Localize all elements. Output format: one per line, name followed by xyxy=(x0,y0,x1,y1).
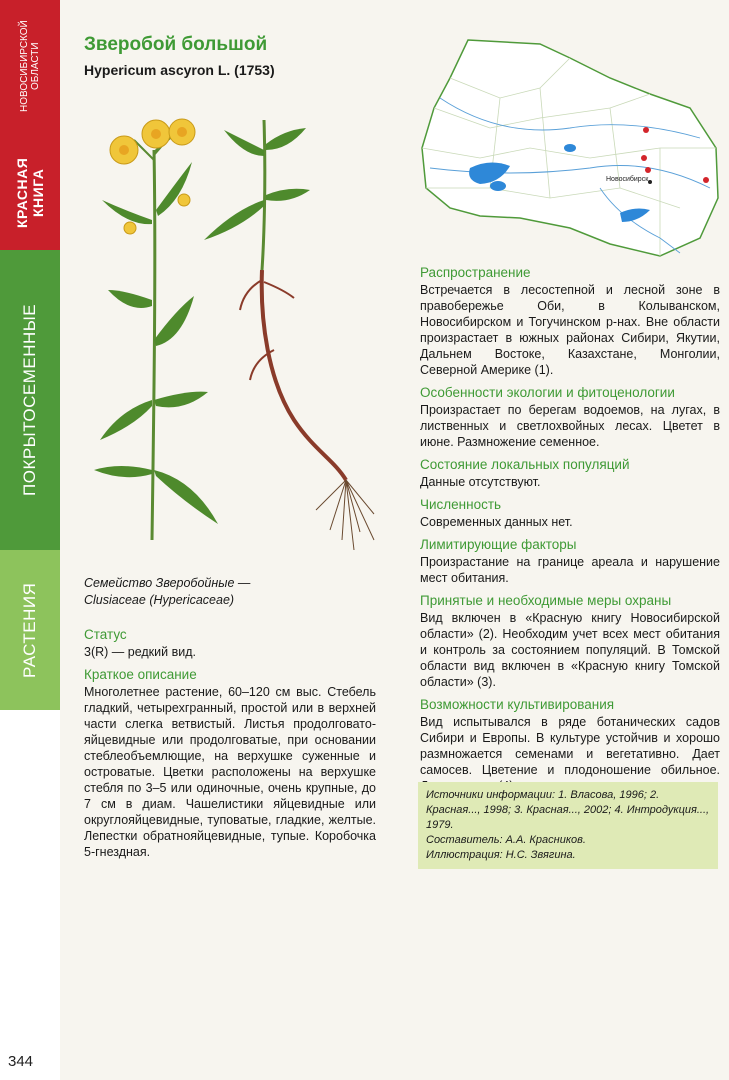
abundance-text: Современных данных нет. xyxy=(420,515,573,529)
distribution-text: Встречается в лесостепной и лесной зоне в правобережье Оби, в Колыванском, Новосибирском и Тогучинском р-нах. Вне области произрастает в южных районах Сибири, Якутии, Дальнем Востоке, Казахстане, Монголии, Северной Америке (1). xyxy=(420,283,720,377)
distribution-heading: Распространение xyxy=(420,265,531,280)
page-number: 344 xyxy=(8,1053,34,1070)
cultivation-text: Вид испытывался в ряде ботанических садов Сибири и Европы. В культуре устойчив и хорошо размножается семенами и вегетативно. Дает самосев. Цветение и плодоношение обильное. xyxy=(420,715,720,777)
populations-heading: Состояние локальных популяций xyxy=(420,457,630,472)
map-city-label: Новосибирск xyxy=(606,176,649,183)
species-title-ru: Зверобой большой xyxy=(84,34,268,55)
ecology-text: Произрастает по берегам водоемов, на лугах, в лиственных и светлохвойных лесах. Цветет в июне. Размножение семенное. xyxy=(420,403,720,449)
left-column xyxy=(84,626,376,866)
limiting-heading: Лимитирующие факторы xyxy=(420,537,577,552)
sidebar xyxy=(0,0,60,1080)
plant-illustration xyxy=(84,100,404,570)
distribution-map xyxy=(420,38,720,260)
protection-heading: Принятые и необходимые меры охраны xyxy=(420,593,672,608)
abundance-heading: Численность xyxy=(420,497,502,512)
description-text: Многолетнее растение, 60–120 см выс. Стебель гладкий, четырехгранный, простой или в верхней части слегка ветвистый. Листья продолговато-яйцевидные или продолговатые, при основании стеблеобъемлющие, на верхушке суженные и островатые. Цветки расположены на верхушке стебля по 3–5 или одиночные, очень крупные, до 7 см в диам. Чашелистики яйцевидные или округлояйцевидные, туповатые, гладкие, желтые. Лепестки обратнояйцевидные, тупые. Коробочка 5-гнездная. xyxy=(84,685,376,859)
book-title: КРАСНАЯ КНИГА xyxy=(14,157,46,229)
family-caption xyxy=(84,575,384,609)
family-line-2: Clusiaceae (Hypericaceae) xyxy=(84,593,235,607)
status-heading: Статус xyxy=(84,627,127,642)
sidebar-section: ПОКРЫТОСЕМЕННЫЕ xyxy=(20,303,39,497)
ecology-heading: Особенности экологии и фитоценологии xyxy=(420,385,675,400)
description-heading: Краткое описание xyxy=(84,667,197,682)
sources-illustration: Иллюстрация: Н.С. Звягина. xyxy=(426,849,576,861)
cultivation-heading: Возможности культивирования xyxy=(420,697,615,712)
sidebar-book-title xyxy=(0,0,60,250)
protection-text: Вид включен в «Красную книгу Новосибирской области» (2). Необходим учет всех мест обитания и контроль за состоянием популяций. В Томской области вид включен в «Красную книгу Томской области» (3). xyxy=(420,611,720,689)
book-region: НОВОСИБИРСКОЙ ОБЛАСТИ xyxy=(19,20,41,112)
sources-box xyxy=(418,782,718,869)
status-text: 3(R) — редкий вид. xyxy=(84,645,196,659)
sidebar-kingdom: РАСТЕНИЯ xyxy=(20,582,39,678)
sources-info: Источники информации: 1. Власова, 1996; 2. Красная..., 1998; 3. Красная..., 2002; 4. Интродукция..., 1979. xyxy=(426,789,710,831)
species-title-lat: Hypericum ascyron L. (1753) xyxy=(84,62,275,78)
limiting-text: Произрастание на границе ареала и нарушение мест обитания. xyxy=(420,555,720,585)
populations-text: Данные отсутствуют. xyxy=(420,475,541,489)
family-line-1: Семейство Зверобойные — xyxy=(84,576,251,590)
sources-author: Составитель: А.А. Красников. xyxy=(426,834,586,846)
right-column xyxy=(420,264,720,800)
